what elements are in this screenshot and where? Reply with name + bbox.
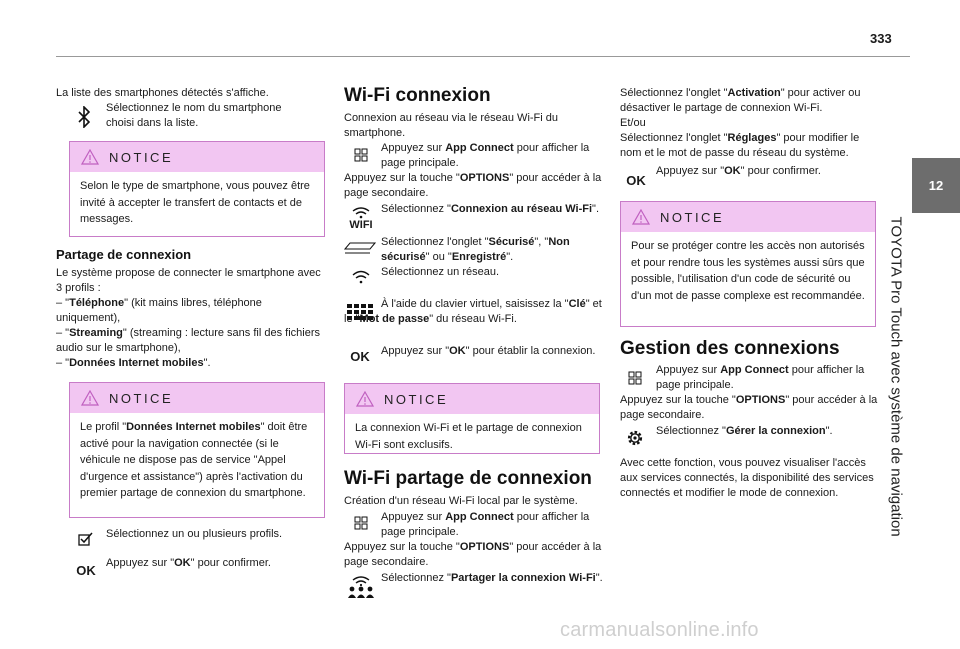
warning-icon (81, 390, 99, 406)
settings-step: Sélectionnez l'onglet "Réglages" pour modifier le nom et le mot de passe du réseau du système. (620, 132, 860, 159)
section-heading-partage: Partage de connexion (56, 247, 192, 262)
select-profiles-text: Sélectionnez un ou plusieurs profils. (106, 528, 283, 540)
notice-box-3 (344, 383, 600, 454)
section-heading-wifi-connexion: Wi-Fi connexion (344, 85, 491, 106)
notice-title: NOTICE (384, 391, 449, 407)
warning-icon (632, 209, 650, 225)
notice-text: Le profil "Données Internet mobiles" doit être activé pour la navigation connectée (si le véhicule ne dispose pas de service "Appel d'urgence et assistance") après l'activation du premier partage de connexion du smartphone. (80, 421, 308, 499)
chapter-title: TOYOTA Pro Touch avec système de navigation (887, 216, 905, 537)
select-profiles-step (106, 527, 328, 542)
wifi-step-options: Appuyez sur la touche "OPTIONS" pour accéder à la page secondaire. (344, 172, 602, 199)
profile-item-streaming: – "Streaming" (streaming : lecture sans fil des fichiers audio sur le smartphone), (56, 327, 320, 354)
profile-item-telephone: – "Téléphone" (kit mains libres, téléphone uniquement), (56, 297, 262, 324)
chapter-title-vertical (886, 218, 906, 548)
col3-ok-step: Appuyez sur "OK" pour confirmer. (656, 165, 821, 177)
gear-icon (624, 427, 646, 449)
wifi-intro-text: Connexion au réseau via le réseau Wi-Fi du smartphone. (344, 112, 559, 139)
page-number: 333 (870, 31, 892, 46)
wifi-step-ok: Appuyez sur "OK" pour établir la connexion. (381, 345, 596, 357)
hotspot-step-app-connect: Appuyez sur App Connect pour afficher la page principale. (381, 511, 590, 538)
ok-icon: OK (350, 348, 370, 364)
ok-icon: OK (76, 562, 96, 578)
notice-title: NOTICE (660, 209, 725, 225)
ok-icon: OK (626, 172, 646, 188)
notice-text: Pour se protéger contre les accès non autorisés et pour rendre tous les systèmes aussi sûrs que possible, l'utilisation d'un code de sécurité ou d'un mot de passe complexe est recommandée. (631, 240, 865, 302)
checkbox-icon (76, 531, 96, 547)
wifi-step-select-network (381, 265, 603, 280)
notice-title: NOTICE (109, 149, 174, 165)
col3-top-text (620, 86, 882, 161)
section-heading-wifi-partage: Wi-Fi partage de connexion (344, 468, 592, 489)
gestion-step-options: Appuyez sur la touche "OPTIONS" pour accéder à la page secondaire. (620, 394, 878, 421)
etou-text: Et/ou (620, 117, 646, 129)
header-rule (56, 56, 910, 57)
wifi-share-icon (346, 573, 376, 601)
app-grid-icon (352, 146, 370, 164)
app-grid-icon (626, 369, 644, 387)
wifi-intro (344, 111, 604, 141)
profile-item-donnees: – "Données Internet mobiles". (56, 357, 211, 369)
select-network-text: Sélectionnez un réseau. (381, 266, 500, 278)
notice-header (70, 383, 324, 413)
notice-header (345, 384, 599, 414)
wifi-signal-icon (350, 268, 372, 286)
gestion-description-text: Avec cette fonction, vous pouvez visualiser l'accès aux services connectés, la disponibilité des services connectés et modifier le mode de connexion. (620, 457, 874, 499)
wifi-step-select-network-connection: Sélectionnez "Connexion au réseau Wi-Fi". (381, 203, 600, 215)
wifi-icon-label: WIFI (349, 219, 373, 231)
bt-step-line1: Sélectionnez le nom du smartphone (106, 102, 282, 114)
notice-box-2 (69, 382, 325, 518)
gestion-description (620, 456, 882, 501)
notice-text: Selon le type de smartphone, vous pouvez être invité à accepter le transfert de contacts et de messages. (80, 180, 310, 225)
col1-partage-body (56, 266, 328, 371)
gestion-step-manage: Sélectionnez "Gérer la connexion". (656, 425, 833, 437)
wifi-step-app-connect: Appuyez sur App Connect pour afficher la page principale. (381, 142, 590, 169)
col1-intro (56, 86, 326, 101)
tab-icon (343, 238, 377, 258)
notice-header (70, 142, 324, 172)
notice-header (621, 202, 875, 232)
col1-bt-step (106, 101, 326, 131)
wifi-step-keyboard: À l'aide du clavier virtuel, saisissez la "Clé" et le "Mot de passe" du réseau Wi-Fi. (344, 298, 602, 325)
activation-step: Sélectionnez l'onglet "Activation" pour activer ou désactiver le partage de connexion Wi-Fi. (620, 87, 861, 114)
hotspot-intro-text: Création d'un réseau Wi-Fi local par le système. (344, 495, 578, 507)
notice-box-4 (620, 201, 876, 327)
col1-intro-text: La liste des smartphones détectés s'affiche. (56, 87, 269, 99)
hotspot-step-share: Sélectionnez "Partager la connexion Wi-Fi". (381, 572, 603, 584)
notice-title: NOTICE (109, 390, 174, 406)
chapter-tab: 12 (912, 158, 960, 213)
gestion-step-app-connect: Appuyez sur App Connect pour afficher la page principale. (656, 364, 865, 391)
bt-step-line2: choisi dans la liste. (106, 117, 199, 129)
bluetooth-icon (76, 104, 92, 130)
warning-icon (81, 149, 99, 165)
app-grid-icon (352, 514, 370, 532)
section-heading-gestion: Gestion des connexions (620, 338, 840, 359)
wifi-icon (346, 205, 376, 233)
confirm-ok-step: Appuyez sur "OK" pour confirmer. (106, 557, 271, 569)
warning-icon (356, 391, 374, 407)
notice-text: La connexion Wi-Fi et le partage de connexion Wi-Fi sont exclusifs. (355, 422, 582, 451)
hotspot-intro (344, 494, 606, 509)
watermark: carmanualsonline.info (560, 619, 759, 641)
partage-intro: Le système propose de connecter le smartphone avec 3 profils : (56, 267, 321, 294)
notice-box-1 (69, 141, 325, 237)
hotspot-step-options: Appuyez sur la touche "OPTIONS" pour accéder à la page secondaire. (344, 541, 602, 568)
wifi-step-select-tab: Sélectionnez l'onglet "Sécurisé", "Non sécurisé" ou "Enregistré". (381, 236, 570, 263)
